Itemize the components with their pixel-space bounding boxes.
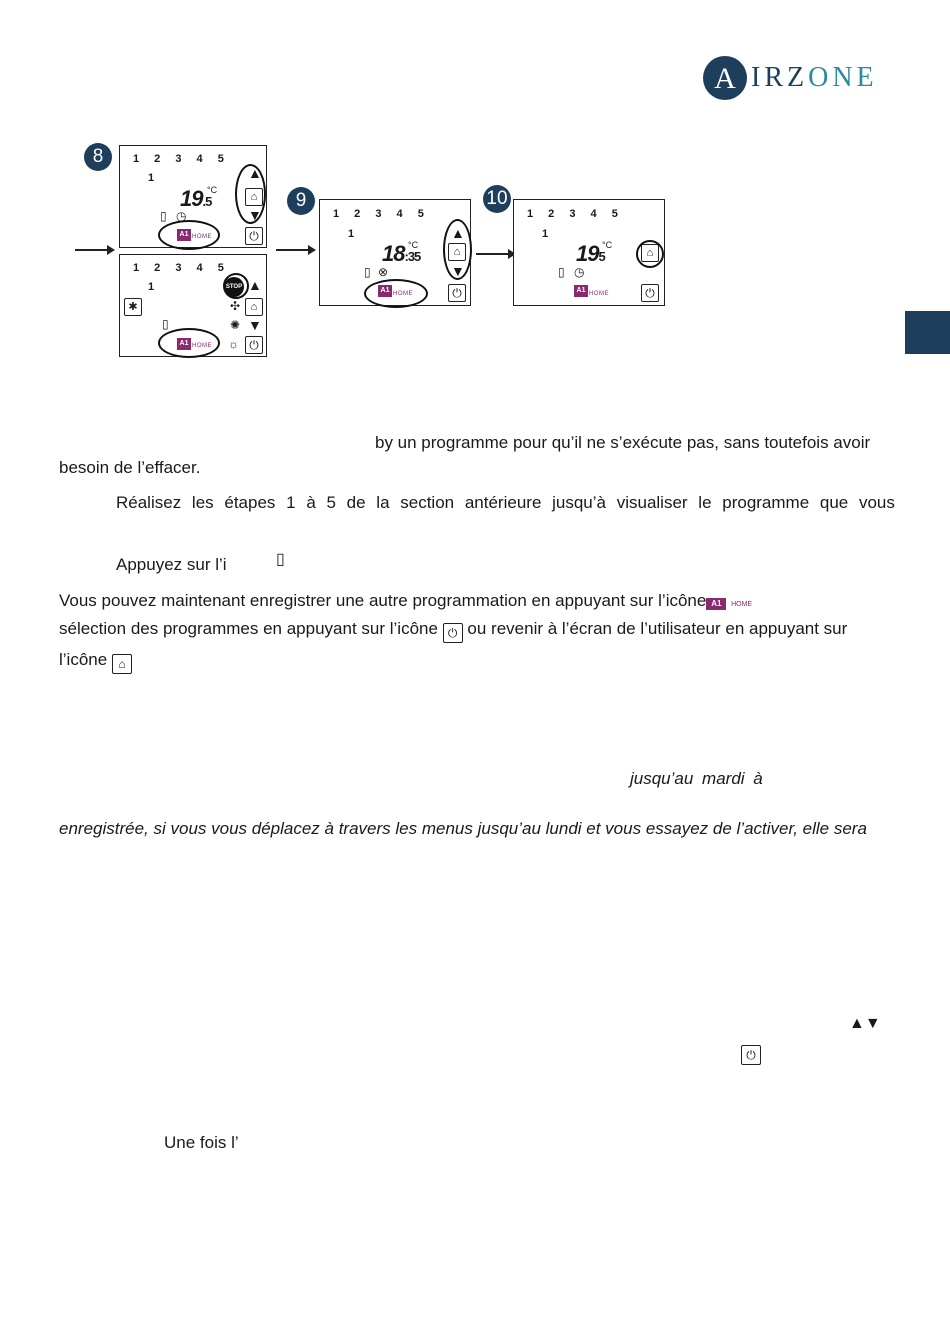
temperature-display [576,241,605,267]
power-inline-icon: ⏻ [443,623,463,643]
athome-logo: A1 [574,285,588,297]
door-icon: ▯ [276,551,285,568]
athome-inline-label: HOME [731,601,753,608]
temp-decimal: 5 [598,249,605,264]
time-minutes: :35 [404,249,421,264]
highlight-ellipse [443,219,472,280]
athome-label: HOME [192,234,212,240]
logo-text-teal: ONE [808,62,878,93]
up-arrows-icon: ▲ [248,165,262,181]
highlight-ellipse [223,273,249,299]
temp-main: 19 [180,186,203,211]
athome-label: HOME [589,291,609,297]
heat-icon: ☼ [228,337,239,351]
home-icon: ⌂ [641,244,659,262]
door-icon: ▯ [364,265,371,279]
highlight-ellipse [235,164,266,224]
up-down-arrows-icon: ▲▼ [849,1015,881,1032]
athome-label: HOME [192,343,212,349]
clock-icon: ◷ [176,209,187,223]
paragraph-line: enregistrée, si vous vous déplacez à travers les menus jusqu’au lundi et vous essayez de l’activer, elle sera [59,819,867,838]
athome-logo: A1 [177,338,191,350]
home-inline-icon: ⌂ [112,654,132,674]
highlight-ellipse [636,240,664,268]
home-icon: ⌂ [245,188,263,206]
program-number: 1 [148,281,155,293]
down-arrows-icon: ▼ [451,263,465,279]
program-digits: 1 2 3 4 5 [333,208,430,220]
highlight-ellipse [364,279,428,308]
down-arrows-icon: ▼ [248,317,262,333]
power-inline-icon: ⏻ [741,1045,761,1065]
door-icon: ▯ [558,265,565,279]
highlight-ellipse [158,328,220,358]
athome-logo: A1 [378,285,392,297]
up-arrows-icon: ▲ [451,225,465,241]
degree-unit: °C [602,240,613,250]
power-icon: ⏻ [448,284,466,302]
logo-text-dark: IRZ [751,62,809,93]
arrow-icon [476,253,514,255]
power-icon: ⏻ [245,227,263,245]
program-digits: 1 2 3 4 5 [133,153,230,165]
step-badge-8: 8 [84,143,112,171]
line-text: l’icône [59,650,108,669]
paragraph-line: Réalisez les étapes 1 à 5 de la section antérieure jusqu’à visualiser le programme que vous [116,493,895,512]
time-hours: 18 [382,241,405,266]
snowflake-icon: ✱ [124,298,142,316]
arrow-icon [75,249,113,251]
down-arrows-icon: ▼ [248,207,262,223]
line-text: Vous pouvez maintenant enregistrer une autre programmation en appuyant sur l’icône [59,591,707,610]
program-digits: 1 2 3 4 5 [527,208,624,220]
logo-wordmark [751,62,878,94]
program-number: 1 [348,228,355,240]
power-icon: ⏻ [245,336,263,354]
temp-decimal: .5 [202,194,212,209]
sun-icon: ✺ [230,318,241,332]
home-icon: ⌂ [245,298,263,316]
logo-mark: A [703,56,747,100]
athome-logo: A1 [177,229,191,241]
up-arrows-icon: ▲ [248,277,262,293]
paragraph-line [59,591,752,615]
arrow-icon [276,249,314,251]
athome-label: HOME [393,291,413,297]
section-tab [905,311,950,354]
home-icon: ⌂ [448,243,466,261]
fan-icon: ✣ [230,299,241,313]
door-icon: ▯ [162,317,169,331]
line-text: sélection des programmes en appuyant sur l’icône [59,619,438,638]
paragraph-line: besoin de l’effacer. [59,458,201,477]
paragraph-line [59,650,132,674]
program-number: 1 [148,172,155,184]
clock-cancel-icon: ⊗ [378,265,389,279]
highlight-ellipse [158,220,220,250]
paragraph-line: by un programme pour qu’il ne s’exécute pas, sans toutefois avoir [375,433,871,452]
program-digits: 1 2 3 4 5 [133,262,230,274]
paragraph-line [59,619,847,643]
temp-main: 19 [576,241,599,266]
clock-icon: ◷ [574,265,585,279]
program-number: 1 [542,228,549,240]
stop-icon: STOP [224,277,244,297]
line-text: ou revenir à l’écran de l’utilisateur en appuyant sur [467,619,848,638]
step-badge-10: 10 [483,185,511,213]
paragraph-line: jusqu’au mardi à [630,769,763,788]
step-badge-9: 9 [287,187,315,215]
athome-inline-icon: A1 [706,598,726,610]
degree-unit: °C [207,185,218,195]
paragraph-line: Une fois l’ [164,1133,239,1152]
door-icon: ▯ [160,209,167,223]
paragraph-line: Appuyez sur l’i [116,555,227,574]
power-icon: ⏻ [641,284,659,302]
degree-unit: °C [408,240,419,250]
